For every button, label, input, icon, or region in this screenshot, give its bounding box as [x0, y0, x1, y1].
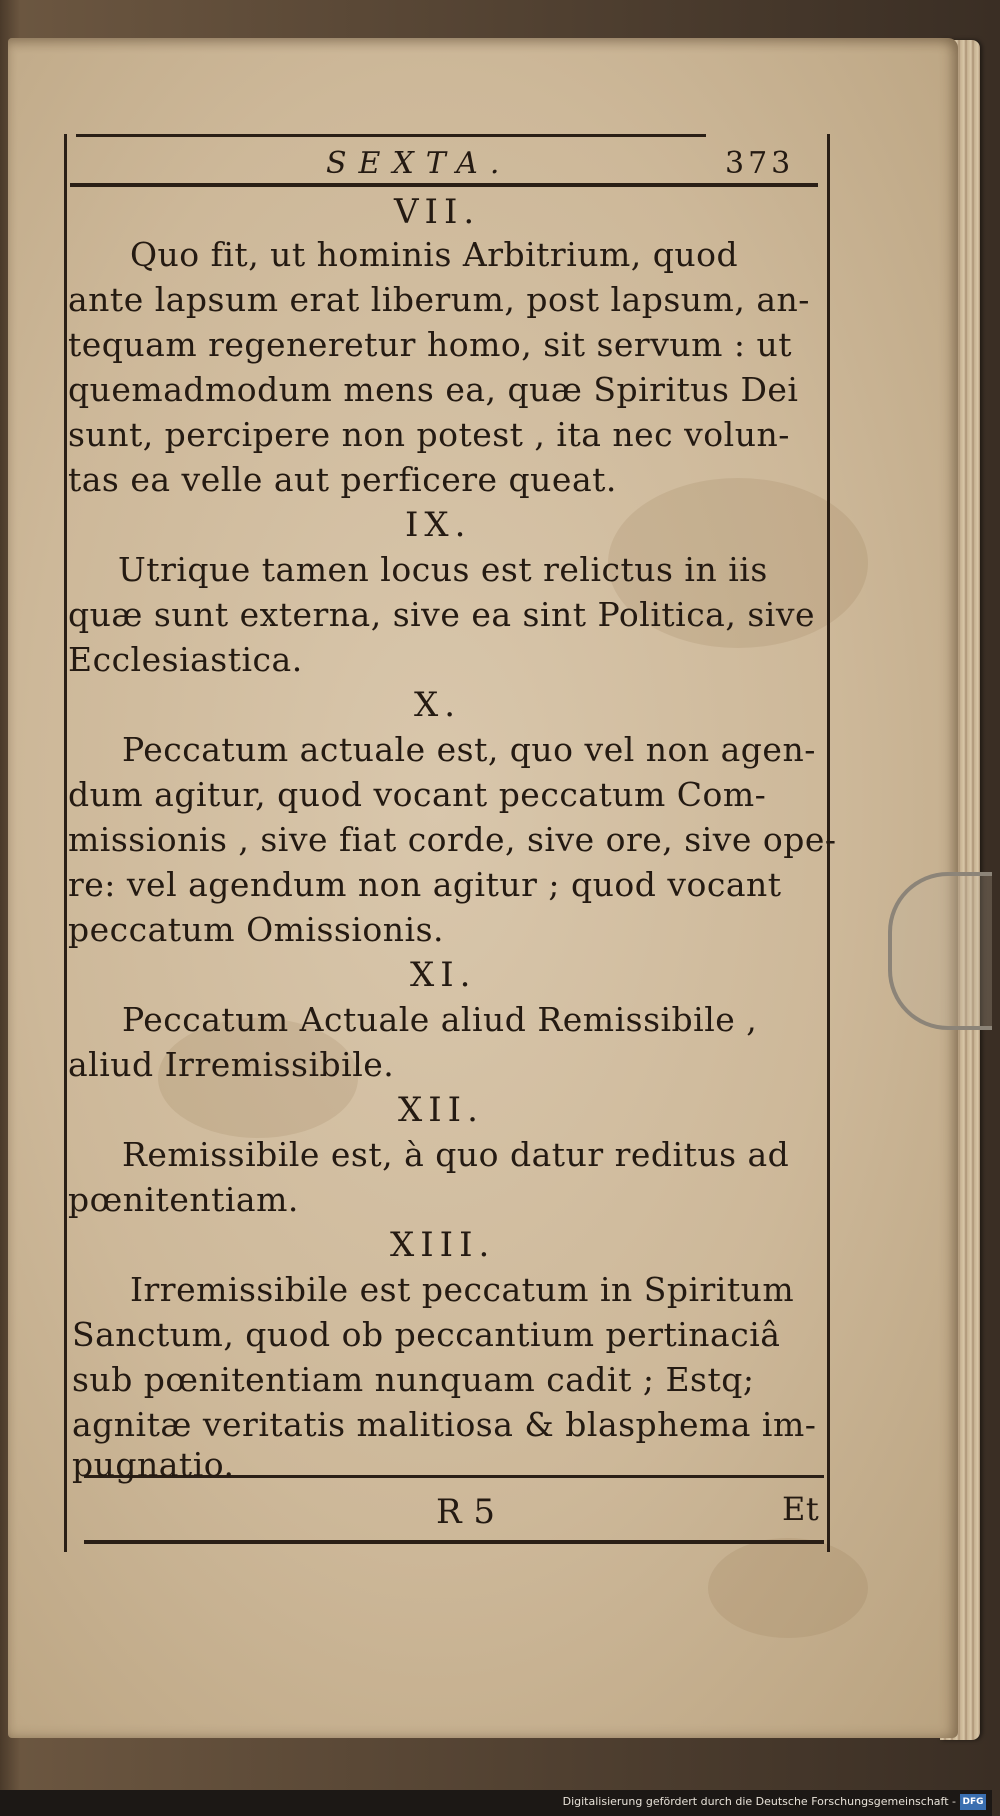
catchword: Et	[782, 1490, 820, 1528]
paper-stain	[708, 1538, 868, 1638]
page-number: 373	[725, 146, 795, 181]
footer-bottom-rule	[84, 1540, 824, 1544]
text-line: dum agitur, quod vocant peccatum Com-	[68, 775, 767, 814]
text-line: Ecclesiastica.	[68, 640, 303, 679]
text-line: missionis , sive fiat corde, sive ore, sive ope-	[68, 820, 837, 859]
text-line: Peccatum actuale est, quo vel non agen-	[122, 730, 816, 769]
header-bottom-rule	[70, 183, 818, 187]
header-top-rule	[76, 134, 706, 137]
signature-mark: R 5	[436, 1492, 496, 1532]
text-line: pugnatio.	[72, 1445, 235, 1484]
text-line: peccatum Omissionis.	[68, 910, 445, 949]
credit-bar	[0, 1790, 992, 1816]
text-line: sub pœnitentiam nunquam cadit ; Estq;	[72, 1360, 755, 1399]
text-line: tas ea velle aut perficere queat.	[68, 460, 617, 499]
dfg-logo: DFG	[960, 1794, 986, 1810]
text-line: ante lapsum erat liberum, post lapsum, an-	[68, 280, 810, 319]
text-line: Quo fit, ut hominis Arbitrium, quod	[130, 235, 739, 274]
text-line: Remissibile est, à quo datur reditus ad	[122, 1135, 790, 1174]
page-clip	[888, 872, 992, 1030]
running-head: SEXTA.	[326, 146, 512, 181]
text-line: sunt, percipere non potest , ita nec volun-	[68, 415, 790, 454]
text-line: quæ sunt externa, sive ea sint Politica, sive	[68, 595, 815, 634]
section-numeral: XIII.	[390, 1225, 496, 1265]
text-line: agnitæ veritatis malitiosa & blasphema im-	[72, 1405, 817, 1444]
text-line: Utrique tamen locus est relictus in iis	[118, 550, 768, 589]
text-line: aliud Irremissibile.	[68, 1045, 395, 1084]
text-line: Irremissibile est peccatum in Spiritum	[130, 1270, 795, 1309]
text-line: pœnitentiam.	[68, 1180, 299, 1219]
text-line: re: vel agendum non agitur ; quod vocant	[68, 865, 782, 904]
text-line: Sanctum, quod ob peccantium pertinaciâ	[72, 1315, 781, 1354]
text-line: Peccatum Actuale aliud Remissibile ,	[122, 1000, 758, 1039]
text-line: tequam regeneretur homo, sit servum : ut	[68, 325, 792, 364]
section-numeral: XI.	[410, 955, 477, 995]
section-numeral: XII.	[398, 1090, 484, 1130]
section-numeral: X.	[414, 685, 462, 725]
text-line: quemadmodum mens ea, quæ Spiritus Dei	[68, 370, 799, 409]
credit-text: Digitalisierung gefördert durch die Deutsche Forschungsgemeinschaft -	[562, 1795, 956, 1808]
section-numeral: VII.	[394, 192, 481, 232]
section-numeral: IX.	[405, 505, 472, 545]
